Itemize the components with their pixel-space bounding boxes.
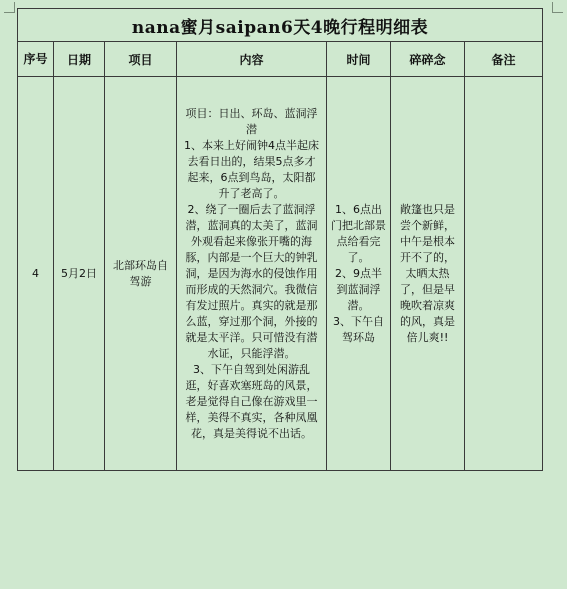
header-notes: 碎碎念 [391, 42, 465, 77]
header-content: 内容 [177, 42, 327, 77]
header-seq: 序号 [18, 42, 54, 77]
cell-content [177, 77, 327, 471]
itinerary-table [17, 8, 543, 471]
time-line: 2、9点半到蓝洞浮潜。 [335, 266, 382, 312]
header-row [18, 42, 543, 77]
cell-seq: 4 [18, 77, 54, 471]
header-remark: 备注 [465, 42, 543, 77]
content-line: 2、绕了一圈后去了蓝洞浮潜，蓝洞真的太美了，蓝洞外观看起来像张开嘴的海豚，内部是一个巨大的钟乳洞，是因为海水的侵蚀作用而形成的天然洞穴。我微信有发过照片。真实的就是那么蓝，穿过那个洞，外接的就是太平洋。只可惜没有潜水证，只能浮潜。 [185, 202, 318, 360]
cell-notes: 敞篷也只是尝个新鲜，中午是根本开不了的，太晒太热了，但是早晚吹着凉爽的风，真是倍儿爽!! [391, 77, 465, 471]
cell-date: 5月2日 [54, 77, 105, 471]
cell-item: 北部环岛自驾游 [105, 77, 177, 471]
header-item: 项目 [105, 42, 177, 77]
cell-time [327, 77, 391, 471]
content-line: 项目：日出、环岛、蓝洞浮潜 [185, 106, 318, 136]
table-title: nana蜜月saipan6天4晚行程明细表 [18, 9, 543, 42]
cell-remark [465, 77, 543, 471]
crop-mark-top-right [552, 2, 563, 13]
table-row [18, 77, 543, 471]
content-line: 1、本来上好闹钟4点半起床去看日出的，结果5点多才起来，6点到鸟岛，太阳都升了老高了。 [184, 138, 319, 200]
header-time: 时间 [327, 42, 391, 77]
time-line: 1、6点出门把北部景点给看完了。 [331, 202, 386, 264]
crop-mark-top-left [4, 2, 15, 13]
header-date: 日期 [54, 42, 105, 77]
content-line: 3、下午自驾到处闲游乱逛，好喜欢塞班岛的风景，老是觉得自己像在游戏里一样，美得不真实，各种凤凰花，真是美得说不出话。 [185, 362, 318, 440]
time-line: 3、下午自驾环岛 [333, 314, 384, 344]
